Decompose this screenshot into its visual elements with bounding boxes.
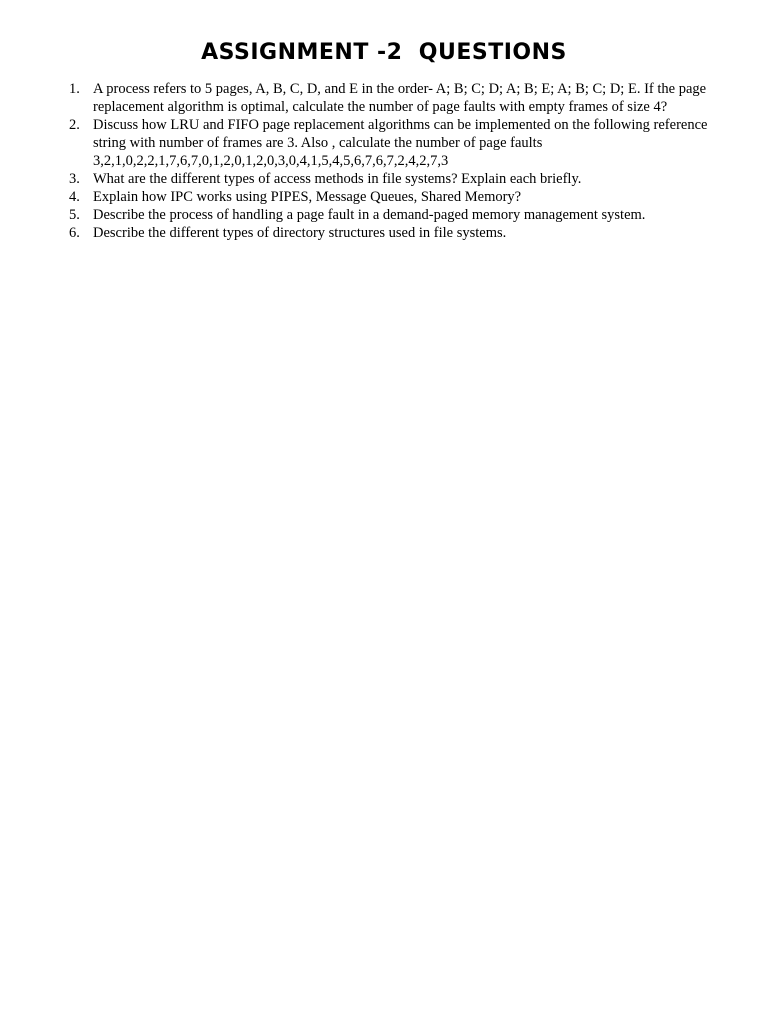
question-item [69,206,733,224]
question-text: What are the different types of access methods in file systems? Explain each briefly. [93,171,582,187]
question-item [69,224,733,242]
question-number: 3. [69,171,80,187]
question-number: 1. [69,81,80,97]
question-item [69,188,733,206]
question-text: Describe the process of handling a page fault in a demand-paged memory management system. [93,207,646,223]
question-item [69,170,733,188]
question-text: A process refers to 5 pages, A, B, C, D, and E in the order- A; B; C; D; A; B; E; A; B; C; D; E. If the page replacement algorithm is optimal, calculate the number of page faults with empty frames of size 4? [93,81,707,115]
question-number: 2. [69,117,80,133]
document-title: ASSIGNMENT -2 QUESTIONS [201,40,567,65]
question-text: Explain how IPC works using PIPES, Message Queues, Shared Memory? [93,189,522,205]
question-item [69,80,733,116]
question-text: Discuss how LRU and FIFO page replacement algorithms can be implemented on the following reference string with number of frames are 3. Also , calculate the number of page faults 3,2,1,0,2,2,1,7,6,7,0,1,2,0,1,2,0,3,0,4,1,5,4,5,6,7,6,7,2,4,2,7,3 [93,117,708,169]
question-list [69,80,733,242]
question-item [69,116,733,170]
question-number: 5. [69,207,80,223]
question-text: Describe the different types of directory structures used in file systems. [93,225,507,241]
question-number: 6. [69,225,80,241]
question-number: 4. [69,189,80,205]
